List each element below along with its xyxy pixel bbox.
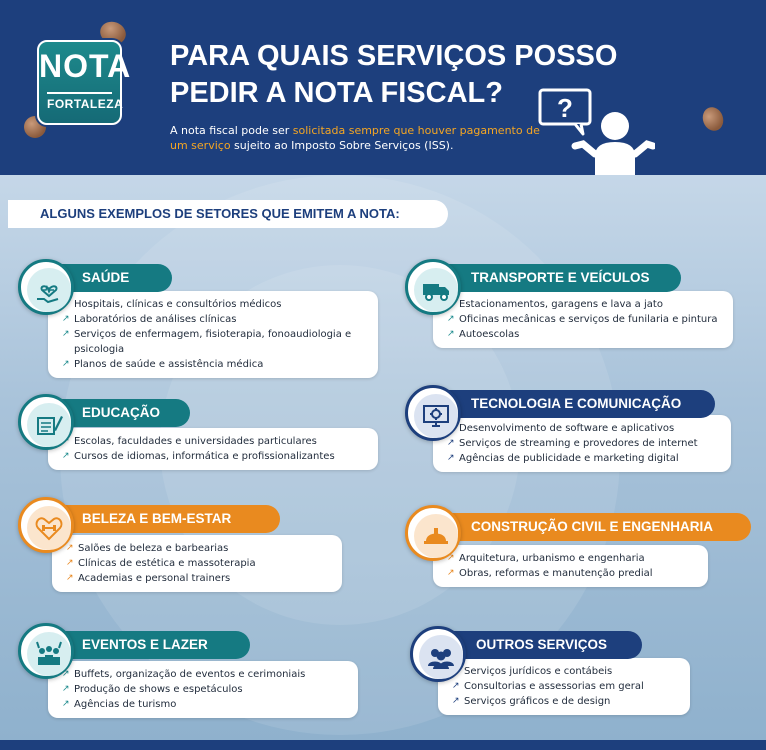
list-item: ↗ Salões de beleza e barbearias	[78, 541, 332, 556]
sector-badge	[18, 259, 74, 315]
list-item: ↗ Agências de publicidade e marketing digital	[459, 451, 721, 466]
list-item: ↗ Agências de turismo	[74, 697, 348, 712]
subtitle-highlight: solicitada sempre que houver pagamento de um serviço	[170, 124, 540, 152]
list-item: ↗ Autoescolas	[459, 327, 723, 342]
sector-badge	[18, 497, 74, 553]
person-question-icon	[535, 88, 655, 175]
sector-title-construcao: CONSTRUÇÃO CIVIL E ENGENHARIA	[443, 513, 751, 541]
subtitle-text-end: sujeito ao Imposto Sobre Serviços (ISS).	[230, 139, 454, 152]
list-item: ↗ Serviços jurídicos e contábeis	[464, 664, 680, 679]
list-item: ↗ Consultorias e assessorias em geral	[464, 679, 680, 694]
sector-title-saude: SAÚDE	[54, 264, 172, 292]
list-item: ↗ Oficinas mecânicas e serviços de funilaria e pintura	[459, 312, 723, 327]
sector-title-beleza: BELEZA E BEM-ESTAR	[54, 505, 280, 533]
list-item: ↗ Produção de shows e espetáculos	[74, 682, 348, 697]
sector-list-saude	[48, 291, 378, 378]
page-subtitle	[170, 123, 540, 153]
list-item: ↗ Serviços de enfermagem, fisioterapia, fonoaudiologia e psicologia	[74, 327, 368, 357]
sector-title-eventos: EVENTOS E LAZER	[54, 631, 250, 659]
truck-icon	[421, 275, 451, 305]
subtitle-text: A nota fiscal pode ser	[170, 124, 293, 137]
book-pencil-icon	[34, 410, 64, 440]
sector-title-outros: OUTROS SERVIÇOS	[448, 631, 642, 659]
list-item: ↗ Serviços gráficos e de design	[464, 694, 680, 709]
sector-badge	[405, 505, 461, 561]
people-group-icon	[426, 642, 456, 672]
sector-title-educacao: EDUCAÇÃO	[54, 399, 190, 427]
sector-list-beleza	[52, 535, 342, 592]
list-item: ↗ Escolas, faculdades e universidades particulares	[74, 434, 368, 449]
sector-badge	[18, 623, 74, 679]
list-item: ↗ Obras, reformas e manutenção predial	[459, 566, 698, 581]
sector-list-educacao	[48, 428, 378, 470]
monitor-gear-icon	[421, 401, 451, 431]
coin-decoration	[699, 104, 726, 133]
sector-list-outros	[438, 658, 690, 715]
list-item: ↗ Buffets, organização de eventos e cerimoniais	[74, 667, 348, 682]
list-item: ↗ Laboratórios de análises clínicas	[74, 312, 368, 327]
sector-title-tecnologia: TECNOLOGIA E COMUNICAÇÃO	[443, 390, 715, 418]
hard-hat-icon	[421, 521, 451, 551]
list-item: ↗ Planos de saúde e assistência médica	[74, 357, 368, 372]
list-item: ↗ Cursos de idiomas, informática e profissionalizantes	[74, 449, 368, 464]
footer-bar	[0, 740, 766, 750]
sector-badge	[405, 385, 461, 441]
list-item: ↗ Arquitetura, urbanismo e engenharia	[459, 551, 698, 566]
sector-badge	[18, 394, 74, 450]
sector-list-eventos	[48, 661, 358, 718]
sector-badge	[405, 259, 461, 315]
title-line-1: PARA QUAIS SERVIÇOS POSSO	[170, 40, 618, 72]
list-item: ↗ Clínicas de estética e massoterapia	[78, 556, 332, 571]
question-mark: ?	[557, 93, 573, 123]
nota-fortaleza-logo	[37, 40, 132, 125]
list-item: ↗ Academias e personal trainers	[78, 571, 332, 586]
sector-list-transporte	[433, 291, 733, 348]
logo-text-top: NOTA	[39, 48, 132, 84]
header-banner	[0, 0, 766, 175]
crowd-icon	[34, 639, 64, 669]
list-item: ↗ Hospitais, clínicas e consultórios médicos	[74, 297, 368, 312]
section-heading: ALGUNS EXEMPLOS DE SETORES QUE EMITEM A NOTA:	[8, 200, 448, 228]
sector-list-tecnologia	[433, 415, 731, 472]
list-item: ↗ Desenvolvimento de software e aplicativos	[459, 421, 721, 436]
heart-hand-icon	[34, 275, 64, 305]
list-item: ↗ Serviços de streaming e provedores de internet	[459, 436, 721, 451]
heart-dumbbell-icon	[34, 513, 64, 543]
title-line-2: PEDIR A NOTA FISCAL?	[170, 77, 503, 109]
sector-title-transporte: TRANSPORTE E VEÍCULOS	[443, 264, 681, 292]
sector-list-construcao	[433, 545, 708, 587]
logo-text-bottom: FORTALEZA	[47, 92, 112, 111]
sector-badge	[410, 626, 466, 682]
list-item: ↗ Estacionamentos, garagens e lava a jato	[459, 297, 723, 312]
